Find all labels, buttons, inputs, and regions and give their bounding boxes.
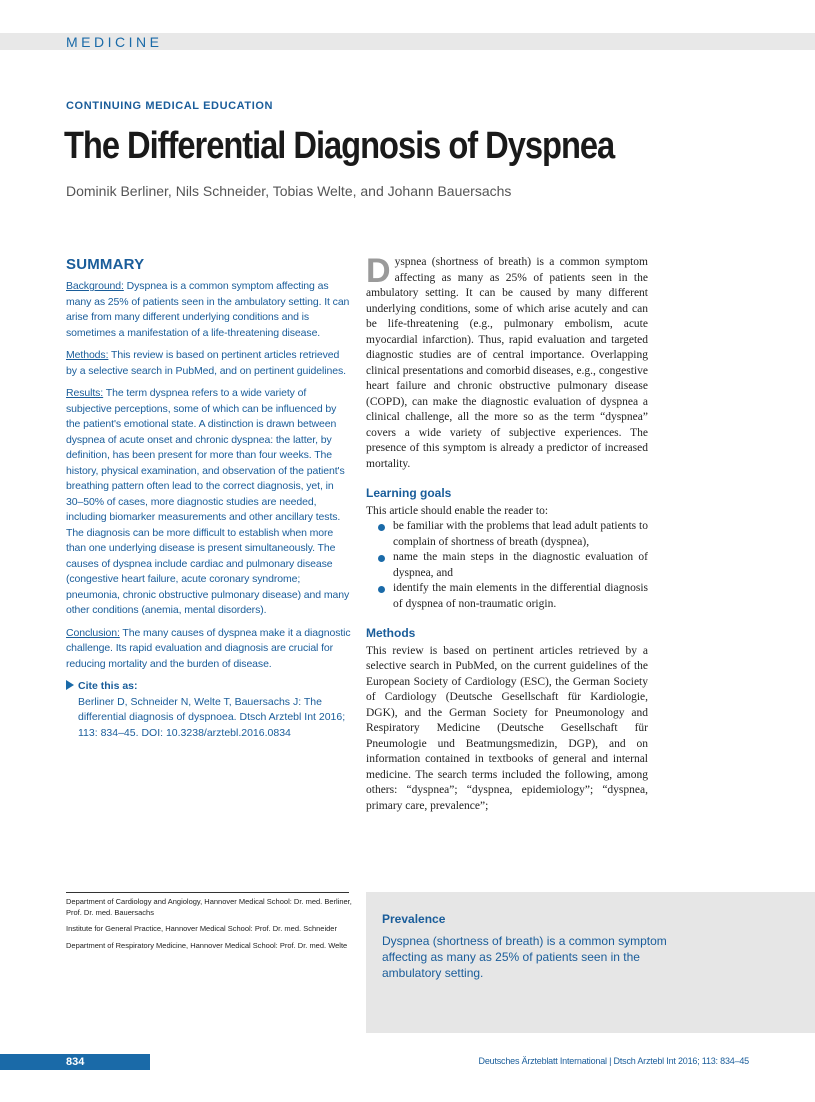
article-title: The Differential Diagnosis of Dyspnea <box>64 125 615 167</box>
affiliation-item: Department of Respiratory Medicine, Hannover Medical School: Prof. Dr. med. Welte <box>66 940 348 950</box>
prevalence-box <box>366 892 815 1033</box>
cite-text: Berliner D, Schneider N, Welte T, Bauersachs J: The differential diagnosis of dyspnoea. Dtsch Arztebl Int 2016; 113: 834–45. DOI: 10.3238/arztebl.2016.0834 <box>78 695 346 739</box>
summary-heading: SUMMARY <box>66 256 145 273</box>
list-item: identify the main elements in the differential diagnosis of dyspnea of non-traumatic origin. <box>393 581 648 612</box>
prevalence-title: Prevalence <box>382 912 446 926</box>
affiliation-item: Institute for General Practice, Hannover Medical School: Prof. Dr. med. Schneider <box>66 924 337 933</box>
article-kicker: CONTINUING MEDICAL EDUCATION <box>66 100 274 112</box>
drop-cap: D <box>366 252 391 290</box>
summary-conclusion <box>66 626 351 673</box>
journal-citation: Deutsches Ärzteblatt International | Dtsch Arztebl Int 2016; 113: 834–45 <box>478 1056 749 1066</box>
cite-block <box>66 679 351 741</box>
intro-text: yspnea (shortness of breath) is a common symptom affecting as many as 25% of patients seen in the ambulatory setting. It can be caused by many different underlying conditions, some of which arise acutely and can be life-threatening (e.g., pulmonary embolism, acute myocardial infarction). Thus, rapid evaluation and targeted diagnostic studies are of central importance. Overlapping clinical presentations and comorbid diseases, e.g., congestive heart failure and chronic obstructive pulmonary disease (COPD), can make the diagnostic evaluation of dyspnea a clinical challenge, all the more so as the term “dyspnea” covers a wide variety of subjective experiences. The presence of this symptom is already a predictor of increased mortality. <box>366 256 648 470</box>
conclusion-label: Conclusion: <box>66 626 120 639</box>
list-item: be familiar with the problems that lead adult patients to complain of shortness of breath (dyspnea), <box>393 519 648 550</box>
background-text: Dyspnea is a common symptom affecting as many as 25% of patients seen in the ambulatory setting. It can arise from many different underlying conditions and is sometimes a manifestation of a life-threatening disease. <box>66 280 350 339</box>
conclusion-text: The many causes of dyspnea make it a diagnostic challenge. Its rapid evaluation and diagnosis are crucial for reducing mortality and the burden of disease. <box>66 626 351 670</box>
page-number: 834 <box>66 1056 85 1068</box>
triangle-right-icon <box>66 680 74 690</box>
affiliation-divider <box>66 892 349 893</box>
prevalence-text: Dyspnea (shortness of breath) is a common symptom affecting as many as 25% of patients seen in the ambulatory setting. <box>382 934 667 980</box>
summary-background <box>66 279 351 341</box>
methods-paragraph: This review is based on pertinent articles retrieved by a selective search in PubMed, on the current guidelines of the European Society of Cardiology (ESC), the German Society of Cardiology (Deutsche Gesellschaft für Kardiologie, DGK), and the German Society for Pneumonology and Respiratory Medicine (Deutsche Gesellschaft für Pneumologie und Beatmungsmedizin, DGP), and on information contained in textbooks of general and internal medicine. The search terms included the following, among others: “dyspnea”; “dyspnea, epidemiology”; “dyspnea, primary care, prevalence”; <box>366 644 648 812</box>
main-text-column <box>366 252 648 814</box>
goals-list <box>366 519 648 612</box>
cite-heading: Cite this as: <box>78 680 138 692</box>
article-authors: Dominik Berliner, Nils Schneider, Tobias Welte, and Johann Bauersachs <box>66 183 512 199</box>
intro-paragraph <box>366 252 648 472</box>
methods-label: Methods: <box>66 349 109 361</box>
affiliations <box>66 897 356 957</box>
learning-goals-heading: Learning goals <box>366 486 452 500</box>
list-item: name the main steps in the diagnostic evaluation of dyspnea, and <box>393 550 648 581</box>
affiliation-item: Department of Cardiology and Angiology, Hannover Medical School: Dr. med. Berliner, Prof. Dr. med. Bauersachs <box>66 897 352 917</box>
section-label: MEDICINE <box>66 34 163 50</box>
summary-column <box>66 256 351 741</box>
methods-heading: Methods <box>366 626 416 640</box>
results-label: Results: <box>66 387 104 399</box>
summary-results <box>66 386 351 619</box>
results-text: The term dyspnea refers to a wide variety of subjective perceptions, some of which can be influenced by the patient's emotional state. A distinction is drawn between dyspnea of acute onset and chronic dyspnea: the latter, by definition, has been present for more than four weeks. The history, physical examination, and observation of the patient's breathing pattern often lead to the correct diagnosis, yet, in 30–50% of cases, more diagnostic studies are needed, including biomarker measurements and other ancillary tests. The diagnosis can be more difficult to establish when more than one underlying disease is present simultaneously. The causes of dyspnea include cardiac and pulmonary disease (congestive heart failure, acute coronary syndrome; pneumonia, chronic obstructive pulmonary disease) and many other conditions (anemia, mental disorders). <box>66 387 350 616</box>
goals-intro: This article should enable the reader to: <box>366 504 549 517</box>
summary-methods <box>66 348 351 379</box>
methods-text: This review is based on pertinent articles retrieved by a selective search in PubMed, and on pertinent guidelines. <box>66 349 346 377</box>
background-label: Background: <box>66 280 124 292</box>
